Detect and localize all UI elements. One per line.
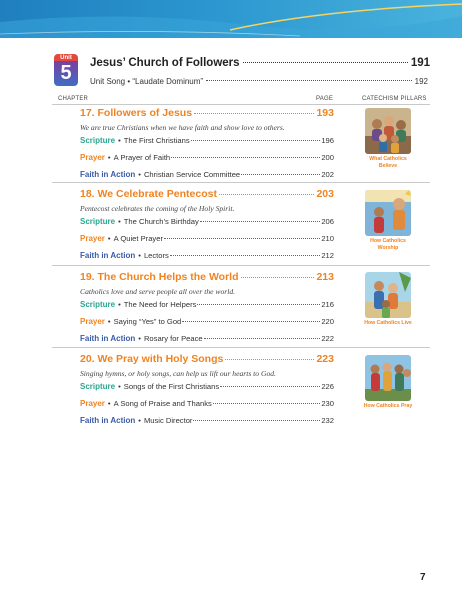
prayer-row[interactable] [80, 399, 334, 416]
page-number: 7 [420, 572, 426, 583]
leader-dots [241, 277, 315, 278]
faith-page: 212 [321, 251, 334, 260]
prayer-row[interactable] [80, 234, 334, 251]
page-header: PAGE [316, 96, 334, 102]
bullet: • [138, 251, 141, 260]
pillar-caption: How Catholics Live [364, 320, 412, 326]
chapter-20 [80, 353, 334, 433]
chapter-description: Catholics love and serve people all over the world. [80, 287, 236, 296]
chapter-19 [80, 271, 334, 351]
leader-dots [193, 420, 320, 421]
prayer-label: Prayer [80, 399, 105, 408]
leader-dots [220, 386, 320, 387]
unit-title-row[interactable] [90, 57, 430, 73]
pillar-live [363, 272, 413, 327]
bullet: • [107, 153, 111, 162]
faith-page: 232 [321, 416, 334, 425]
faith-row[interactable] [80, 416, 334, 433]
leader-dots [200, 221, 321, 222]
scripture-page: 226 [321, 382, 334, 391]
scripture-row[interactable] [80, 136, 334, 153]
bullet: • [118, 382, 121, 391]
chapter-17 [80, 107, 334, 187]
chapter-title-row[interactable] [80, 271, 334, 286]
leader-dots [241, 174, 320, 175]
faith-row[interactable] [80, 170, 334, 187]
prayer-title: A Song of Praise and Thanks [113, 399, 212, 408]
unit-badge [54, 54, 78, 86]
unit-badge-label: Unit [60, 55, 72, 61]
chapter-header: CHAPTER [58, 96, 89, 102]
scripture-page: 206 [321, 217, 334, 226]
leader-dots [191, 140, 321, 141]
bullet: • [138, 170, 141, 179]
unit-song: Unit Song • “Laudate Dominum” [90, 77, 204, 86]
bullet: • [118, 217, 121, 226]
leader-dots [197, 304, 320, 305]
prayer-title: Saying “Yes” to God [113, 317, 182, 326]
faith-row[interactable] [80, 251, 334, 268]
scripture-title: The Church’s Birthday [123, 217, 199, 226]
chapter-title: 17. Followers of Jesus [80, 107, 193, 119]
faith-label: Faith in Action [80, 416, 136, 425]
leader-dots [206, 80, 412, 81]
scripture-row[interactable] [80, 217, 334, 234]
chapter-title-row[interactable] [80, 188, 334, 203]
leader-dots [171, 157, 320, 158]
prayer-title: A Prayer of Faith [113, 153, 171, 162]
bullet: • [118, 300, 121, 309]
scripture-title: Songs of the First Christians [123, 382, 220, 391]
chapter-18 [80, 188, 334, 268]
scripture-row[interactable] [80, 300, 334, 317]
unit-song-page: 192 [414, 77, 428, 86]
prayer-page: 200 [321, 153, 334, 162]
pillar-live-illustration [365, 272, 411, 318]
faith-title: Rosary for Peace [143, 334, 203, 343]
pillars-header: CATECHISM PILLARS [362, 96, 427, 102]
scripture-page: 216 [321, 300, 334, 309]
pillar-caption: How Catholics Worship [370, 238, 406, 251]
pillar-pray [363, 355, 413, 410]
scripture-title: The First Christians [123, 136, 190, 145]
leader-dots [194, 113, 314, 114]
chapter-description: Singing hymns, or holy songs, can help us lift our hearts to God. [80, 369, 276, 378]
bullet: • [107, 317, 111, 326]
scripture-page: 196 [321, 136, 334, 145]
faith-label: Faith in Action [80, 334, 136, 343]
bullet: • [118, 136, 121, 145]
leader-dots [225, 359, 314, 360]
leader-dots [204, 338, 321, 339]
pillar-worship-illustration [365, 190, 411, 236]
leader-dots [213, 403, 321, 404]
bullet: • [138, 416, 141, 425]
chapter-title: 18. We Celebrate Pentecost [80, 188, 217, 200]
pillar-caption: What Catholics Believe [369, 156, 407, 169]
prayer-page: 210 [321, 234, 334, 243]
chapter-description: We are true Christians when we have faith and show love to others. [80, 123, 285, 132]
leader-dots [170, 255, 320, 256]
bullet: • [107, 399, 111, 408]
chapter-page: 223 [316, 353, 334, 365]
prayer-label: Prayer [80, 234, 105, 243]
scripture-label: Scripture [80, 136, 116, 145]
faith-title: Music Director [143, 416, 193, 425]
scripture-title: The Need for Helpers [123, 300, 197, 309]
leader-dots [243, 62, 408, 63]
unit-page: 191 [410, 57, 430, 69]
chapter-title: 20. We Pray with Holy Songs [80, 353, 224, 365]
scripture-label: Scripture [80, 382, 116, 391]
pillar-pray-illustration [365, 355, 411, 401]
unit-title: Jesus’ Church of Followers [90, 57, 240, 69]
leader-dots [164, 238, 320, 239]
leader-dots [219, 194, 315, 195]
pillar-believe [363, 108, 413, 169]
faith-row[interactable] [80, 334, 334, 351]
chapter-page: 213 [316, 271, 334, 283]
bullet: • [107, 234, 111, 243]
chapter-title-row[interactable] [80, 107, 334, 122]
pillar-caption: How Catholics Pray [363, 403, 413, 409]
pillar-believe-illustration [365, 108, 411, 154]
faith-label: Faith in Action [80, 170, 136, 179]
faith-label: Faith in Action [80, 251, 136, 260]
faith-title: Christian Service Committee [143, 170, 241, 179]
chapter-title: 19. The Church Helps the World [80, 271, 239, 283]
faith-title: Lectors [143, 251, 169, 260]
unit-badge-number: 5 [60, 62, 72, 84]
unit-song-row[interactable] [90, 77, 428, 89]
prayer-row[interactable] [80, 153, 334, 170]
prayer-row[interactable] [80, 317, 334, 334]
faith-page: 202 [321, 170, 334, 179]
chapter-page: 193 [316, 107, 334, 119]
divider [52, 104, 430, 105]
scripture-label: Scripture [80, 300, 116, 309]
chapter-description: Pentecost celebrates the coming of the Holy Spirit. [80, 204, 235, 213]
leader-dots [182, 321, 320, 322]
prayer-title: A Quiet Prayer [113, 234, 163, 243]
pillar-worship [363, 190, 413, 251]
top-banner [0, 0, 462, 38]
scripture-row[interactable] [80, 382, 334, 399]
faith-page: 222 [321, 334, 334, 343]
bullet: • [138, 334, 141, 343]
prayer-page: 220 [321, 317, 334, 326]
scripture-label: Scripture [80, 217, 116, 226]
chapter-page: 203 [316, 188, 334, 200]
prayer-label: Prayer [80, 153, 105, 162]
chapter-title-row[interactable] [80, 353, 334, 368]
prayer-label: Prayer [80, 317, 105, 326]
prayer-page: 230 [321, 399, 334, 408]
